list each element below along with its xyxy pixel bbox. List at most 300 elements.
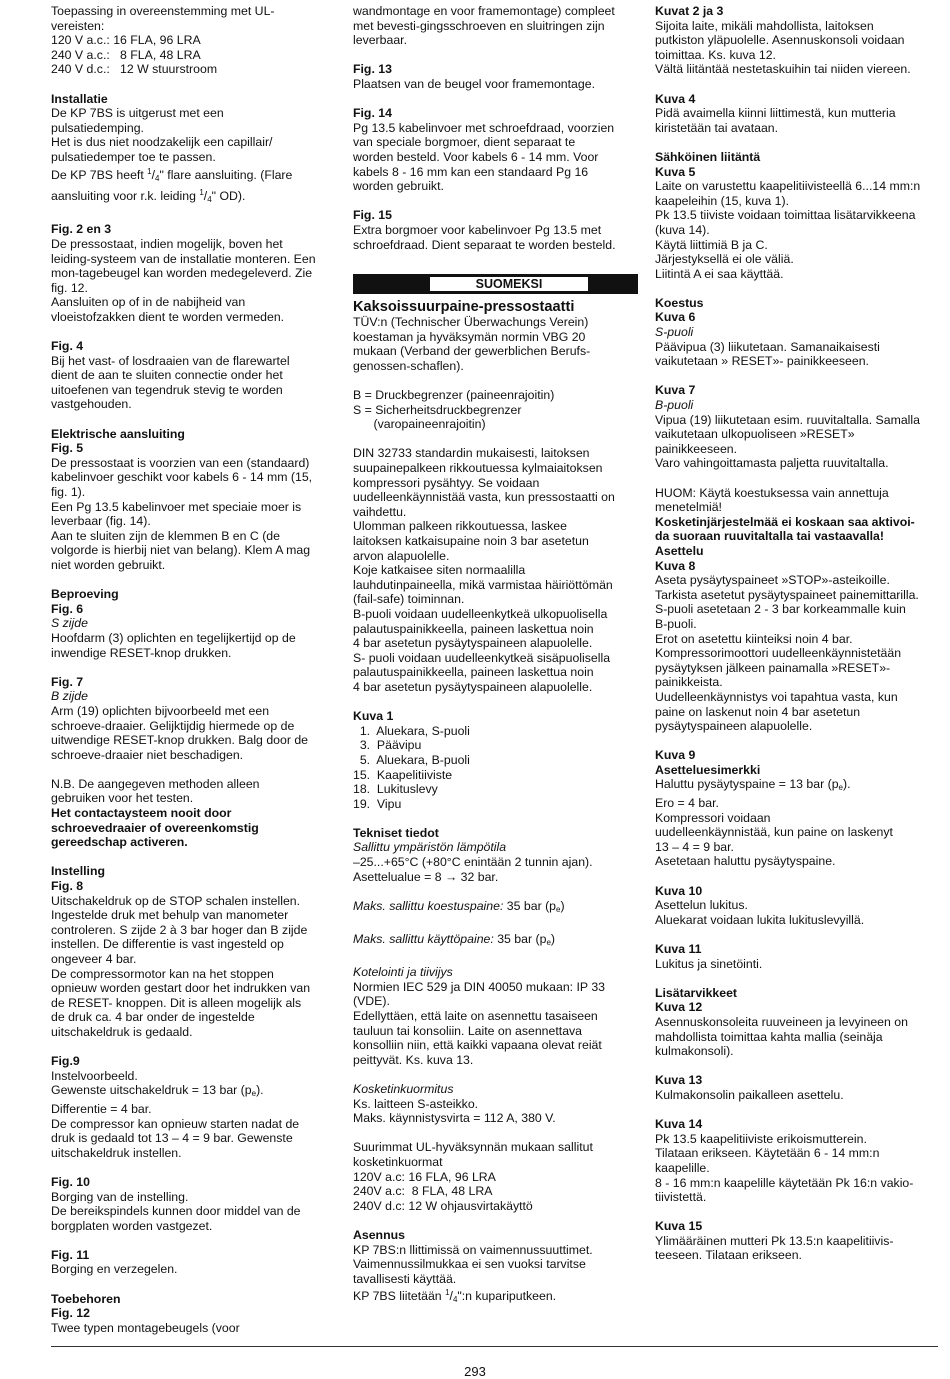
text-line: Tilataan erikseen. Käytetään 6 - 14 mm:n bbox=[655, 1146, 880, 1161]
text-line: Asettelun lukitus. bbox=[655, 898, 748, 913]
text-line: Kompressori voidaan bbox=[655, 810, 771, 825]
section-fig15 bbox=[353, 208, 638, 252]
section-kosketinkuormitus bbox=[353, 1082, 638, 1126]
section-heading: Kuva 11 bbox=[655, 942, 702, 956]
text-line: kompressori pysähtyy. Se voidaan bbox=[353, 475, 540, 490]
max-test-pressure: Maks. sallittu koestuspaine: 35 bar $(p_e)$ bbox=[353, 898, 565, 914]
text-line: Vaimennussilmukkaa ei sen vuoksi tarvitse bbox=[353, 1257, 586, 1272]
text-line: Pidä avaimella kiinni liittimestä, kun mutteria bbox=[655, 106, 896, 121]
section-heading: Kuva 13 bbox=[655, 1073, 703, 1088]
text-line: Kosketinjärjestelmää ei koskaan saa aktivoi- bbox=[655, 514, 915, 529]
section-heading: Tekniset tiedot bbox=[353, 825, 439, 840]
section-body bbox=[353, 855, 638, 884]
section-fig13 bbox=[353, 62, 638, 91]
text-line: pulsatiedemping. bbox=[51, 120, 144, 135]
text-line: Kompressorimoottori uudelleenkäynnistetään bbox=[655, 646, 902, 661]
text-line: Borging van de instelling. bbox=[51, 1189, 189, 1204]
note-warning bbox=[655, 515, 940, 573]
text-line: S-puoli asetetaan 2 - 3 bar korkeammalle kuin bbox=[655, 602, 906, 617]
text-line: Asettelu bbox=[655, 543, 704, 558]
section-subheading: Kuva 5 bbox=[655, 164, 696, 179]
section-body bbox=[655, 1234, 940, 1263]
text-line: Asennuskonsoleita ruuveineen ja levyineen on bbox=[655, 1014, 908, 1029]
section-heading: Fig.9 bbox=[51, 1054, 80, 1069]
section-subheading: Fig. 6 bbox=[51, 601, 84, 616]
language-label: SUOMEKSI bbox=[429, 276, 589, 292]
ul-requirements bbox=[51, 4, 331, 77]
text-line: HUOM: Käytä koestuksessa vain annettuja bbox=[655, 485, 889, 500]
section-body bbox=[51, 354, 331, 412]
text-line: 3. Päävipu bbox=[353, 738, 422, 753]
text-line: Normien IEC 529 ja DIN 40050 mukaan: IP 33 bbox=[353, 979, 605, 994]
text-line: pysäytyksen jälkeen painamalla »RESET»- bbox=[655, 660, 891, 675]
text-line: fig. 1). bbox=[51, 485, 86, 499]
section-fig9 bbox=[51, 1054, 331, 1160]
text-line: Sijoita laite, mikäli mahdollista, laitoksen bbox=[655, 18, 874, 33]
text-line: tiivistettä. bbox=[655, 1190, 707, 1205]
text-line: kaapelille. bbox=[655, 1160, 710, 1175]
section-instelling bbox=[51, 864, 331, 1039]
definitions bbox=[353, 388, 638, 432]
text-line: Hoofdarm (3) oplichten en tegelijkertijd op de bbox=[51, 630, 296, 645]
text-line: vaikutetaan ulkopuoliseen »RESET» bbox=[655, 427, 855, 442]
section-body bbox=[655, 1132, 940, 1205]
section-body bbox=[655, 179, 940, 281]
text-line: 240 V d.c.: 12 W stuurstroom bbox=[51, 62, 218, 77]
text-line: S- puoli voidaan uudelleenkytkeä sisäpuolisella bbox=[353, 650, 611, 665]
flare-line-1: De KP 7BS heeft $^1/_4$" flare aansluiting. (Flare bbox=[51, 166, 293, 183]
text-line: instellen. De differentie is vast ingesteld op bbox=[51, 937, 284, 952]
text-line: vaikutetaan » RESET»- painikkeeseen. bbox=[655, 354, 869, 369]
text-line: Pk 13.5 tiiviste voidaan toimittaa lisätarvikkeena bbox=[655, 208, 916, 223]
parts-list bbox=[353, 724, 638, 812]
note-body bbox=[655, 486, 940, 515]
max-working-pressure: Maks. sallittu käyttöpaine: 35 bar $(p_e)$ bbox=[353, 932, 555, 948]
text-line: B-puoli. bbox=[655, 616, 697, 631]
text-line: Suurimmat UL-hyväksynnän mukaan sallitut bbox=[353, 1140, 593, 1155]
text-line: Een Pg 13.5 kabelinvoer met speciaie moer is bbox=[51, 499, 302, 514]
footer-rule bbox=[51, 1346, 938, 1347]
text-line: tavallisesti käyttää. bbox=[353, 1271, 457, 1286]
section-subheading: Fig. 12 bbox=[51, 1306, 90, 1321]
section-huom-asettelu bbox=[655, 486, 940, 734]
text-line: Plaatsen van de beugel voor framemontage. bbox=[353, 76, 595, 91]
section-heading: Fig. 14 bbox=[353, 106, 392, 121]
text-line: pysäytyspaineen alapuolelle. bbox=[655, 719, 813, 734]
section-heading: Kuva 9 bbox=[655, 748, 696, 763]
text-line: volgorde is hierbij niet van belang). Klem A mag bbox=[51, 543, 311, 558]
section-installatie bbox=[51, 92, 331, 208]
text-line: De compressormotor kan na het stoppen bbox=[51, 966, 274, 981]
section-sublabel: Kosketinkuormitus bbox=[353, 1081, 454, 1096]
section-subheading: Kuva 6 bbox=[655, 310, 696, 325]
text-line: putkiston yläpuolelle. Asennuskonsoli voidaan bbox=[655, 33, 905, 48]
text-line: tauluun tai konsoliin. Laite on asennettava bbox=[353, 1023, 583, 1038]
section-kuva1 bbox=[353, 709, 638, 811]
text-line: Het contactaysteem nooit door bbox=[51, 806, 232, 821]
text-line: worden besteld. Voor kabels 6 - 14 mm. Voor bbox=[353, 149, 599, 164]
section-body bbox=[353, 121, 638, 194]
section-body bbox=[655, 340, 940, 369]
section-body bbox=[353, 223, 638, 252]
section-fig11 bbox=[51, 1248, 331, 1277]
section-heading: Fig. 7 bbox=[51, 674, 84, 689]
text-line: B = Druckbegrenzer (paineenrajoitin) bbox=[353, 388, 555, 403]
text-line: Liitintä A ei saa käyttää. bbox=[655, 266, 784, 281]
text-line: schroevedraaier of overeenkomstig bbox=[51, 820, 259, 835]
text-line: leverbaar. bbox=[353, 33, 408, 48]
text-line: Asetetaan haluttu pysäytyspaine. bbox=[655, 854, 836, 869]
section-body bbox=[51, 1190, 331, 1234]
section-sublabel: Kotelointi ja tiivijys bbox=[353, 965, 453, 980]
section-beproeving bbox=[51, 587, 331, 660]
text-line: schroefdraad. Dient separaat te worden besteld. bbox=[353, 237, 616, 252]
text-line: druk is gedaald tot 13 – 4 = 9 bar. Gewenste bbox=[51, 1131, 293, 1146]
column-finnish bbox=[655, 4, 940, 1263]
text-line: Järjestyksellä ei ole väliä. bbox=[655, 252, 794, 267]
page-number: 293 bbox=[464, 1364, 486, 1379]
text-line: 8 - 16 mm:n kaapelille käytetään Pk 16:n vakio- bbox=[655, 1175, 914, 1190]
text-line: Maks. käynnistysvirta = 112 A, 380 V. bbox=[353, 1111, 556, 1126]
text-line: da suoraan ruuvitaltalla tai vastaavalla! bbox=[655, 529, 884, 544]
text-line: S = Sicherheitsdruckbegrenzer bbox=[353, 402, 522, 417]
text-line: Päävipua (3) liikutetaan. Samanaikaisesti bbox=[655, 339, 880, 354]
text-line: uitschakeldruk instellen. bbox=[51, 1145, 182, 1160]
text-line: mon-tagebeugel kan worden medegeleverd. Zie bbox=[51, 266, 313, 281]
column-middle bbox=[353, 4, 638, 1308]
text-line: Käytä liittimiä B ja C. bbox=[655, 237, 768, 252]
text-line: lauhdutinpaineella, mikä varmistaa häiriöttömän bbox=[353, 577, 613, 592]
text-line: dient de aan te sluiten connectie onder het bbox=[51, 368, 283, 383]
text-line: painikkeeseen. bbox=[655, 441, 738, 456]
section-fig7 bbox=[51, 675, 331, 763]
text-line: Het is dus niet noodzakelijk een capillair/ bbox=[51, 135, 273, 150]
text-line: borgplaten worden vastgezet. bbox=[51, 1218, 213, 1233]
text-line: controleren. S zijde 2 à 3 bar hoger dan B zijde bbox=[51, 922, 308, 937]
section-side-label: B-puoli bbox=[655, 398, 694, 413]
section-kuva7 bbox=[655, 383, 940, 471]
section-heading: Kuva 4 bbox=[655, 91, 696, 106]
text-line: Aan te sluiten zijn de klemmen B en C (de bbox=[51, 528, 280, 543]
text-line: Twee typen montagebeugels (voor bbox=[51, 1320, 240, 1335]
text-line: de druk ca. 4 bar onder de ingestelde bbox=[51, 1010, 255, 1025]
text-line: uudelleenkäynnistää, kun paine on laskenyt bbox=[655, 825, 893, 840]
example-title: Instelvoorbeeld. bbox=[51, 1068, 138, 1083]
section-body bbox=[51, 1262, 331, 1277]
text-line: gebruiken voor het testen. bbox=[51, 791, 194, 806]
pipe-connection-line: KP 7BS liitetään $^1/_4":n$ kupariputkeen. bbox=[353, 1288, 557, 1305]
section-heading: Kuva 10 bbox=[655, 883, 703, 898]
text-line: (varopaineenrajoitin) bbox=[353, 417, 486, 432]
text-line: leverbaar (fig. 14). bbox=[51, 514, 151, 529]
section-heading: Fig. 2 en 3 bbox=[51, 222, 112, 237]
text-line: 120V a.c: 16 FLA, 96 LRA bbox=[353, 1169, 496, 1184]
text-line: Vältä liitäntää nestetaskuihin tai niiden viereen. bbox=[655, 62, 911, 77]
cutout-pressure-line: Gewenste uitschakeldruk = 13 bar $(p_e)$. bbox=[51, 1083, 264, 1099]
text-line: painikkeista. bbox=[655, 675, 723, 690]
section-kuva10 bbox=[655, 884, 940, 928]
column-dutch bbox=[51, 4, 331, 1335]
continued-text bbox=[353, 4, 638, 48]
text-line: DIN 32733 standardin mukaisesti, laitoksen bbox=[353, 446, 590, 461]
text-line: Ingestelde druk met behulp van manometer bbox=[51, 908, 289, 923]
note-warning bbox=[51, 806, 331, 850]
section-kuva14 bbox=[655, 1117, 940, 1205]
section-kuva9 bbox=[655, 748, 940, 869]
text-line: Uitschakeldruk op de STOP schalen instellen. bbox=[51, 893, 301, 908]
text-line: met bevesti-gingsschroeven en sluitringen zijn bbox=[353, 18, 605, 33]
text-line: Ks. laitteen S-asteikko. bbox=[353, 1096, 479, 1111]
section-body bbox=[655, 898, 940, 927]
section-heading: Kuvat 2 ja 3 bbox=[655, 4, 724, 18]
section-asennus bbox=[353, 1228, 638, 1308]
text-line: Vipua (19) liikutetaan esim. ruuvitaltalla. Samalla bbox=[655, 412, 920, 427]
section-heading: Kuva 1 bbox=[353, 709, 394, 724]
text-line: uitoefenen van tegendruk stevig te worden bbox=[51, 382, 283, 397]
text-line: toimittaa. Ks. kuva 12. bbox=[655, 47, 776, 62]
section-subheading: Kuva 12 bbox=[655, 1000, 703, 1015]
section-side-label: S-puoli bbox=[655, 325, 694, 340]
text-line: menetelmiä! bbox=[655, 500, 722, 515]
section-heading: Beproeving bbox=[51, 587, 119, 602]
text-line: Koje katkaisee siten normaalilla bbox=[353, 563, 526, 578]
text-line: schroeve-draaier niet beschadigen. bbox=[51, 747, 244, 762]
section-heading: Kuva 14 bbox=[655, 1117, 703, 1132]
section-finnish-intro bbox=[353, 300, 638, 373]
text-line: Pk 13.5 kaapelitiiviste erikoismutterein. bbox=[655, 1131, 867, 1146]
section-heading: Instelling bbox=[51, 864, 105, 879]
section-fig2-3 bbox=[51, 222, 331, 324]
text-line: vloeistofzakken dient te worden vermeden. bbox=[51, 309, 285, 324]
section-body bbox=[655, 413, 940, 471]
text-line: inwendige RESET-knop drukken. bbox=[51, 645, 232, 660]
section-kotelointi bbox=[353, 965, 638, 1067]
text-line: 15. Kaapelitiiviste bbox=[353, 767, 453, 782]
text-line: Aansluiten op of in de nabijheid van bbox=[51, 295, 246, 310]
text-line: –25...+65°C (+80°C enintään 2 tunnin ajan). bbox=[353, 855, 593, 870]
text-line: mahdollista toimittaa kahta mallia (seinäja bbox=[655, 1029, 883, 1044]
text-line: Bij het vast- of losdraaien van de flarewartel bbox=[51, 353, 290, 368]
text-line: kabels 8 - 16 mm kan een standaard Pg 16 bbox=[353, 164, 589, 179]
text-line: mukaan (Verband der gewerblichen Berufs- bbox=[353, 344, 591, 359]
section-heading: Sähköinen liitäntä bbox=[655, 149, 761, 164]
text-line: Differentie = 4 bar. bbox=[51, 1101, 152, 1116]
text-line: De KP 7BS is uitgerust met een bbox=[51, 106, 224, 121]
section-body bbox=[51, 704, 331, 762]
text-line: Tarkista asetetut pysäytyspaineet painemittarilla. bbox=[655, 587, 919, 602]
section-body bbox=[655, 1015, 940, 1059]
text-line: fig. 12. bbox=[51, 280, 88, 295]
text-line: (VDE). bbox=[353, 994, 390, 1009]
text-line: B-puoli voidaan uudelleenkytkeä ulkopuolisella bbox=[353, 606, 608, 621]
text-line: Kuva 8 bbox=[655, 558, 696, 573]
section-body bbox=[655, 957, 940, 972]
text-line: Lukitus ja sinetöinti. bbox=[655, 956, 763, 971]
section-subheading: Fig. 8 bbox=[51, 879, 84, 894]
cutout-pressure-line: Haluttu pysäytyspaine = 13 bar $(p_e)$. bbox=[655, 777, 851, 793]
text-line: teeseen. Tilataan erikseen. bbox=[655, 1248, 802, 1263]
text-line: 240V a.c: 8 FLA, 48 LRA bbox=[353, 1184, 493, 1199]
text-line: Ero = 4 bar. bbox=[655, 796, 719, 811]
text-line: Aluekarat voidaan lukita lukituslevyillä. bbox=[655, 912, 865, 927]
text-line: vereisten: bbox=[51, 18, 105, 33]
text-line: uitschakeldruk is gedaald. bbox=[51, 1024, 193, 1039]
section-body bbox=[353, 1097, 638, 1126]
text-line: uitwendige RESET-knop drukken. Balg door de bbox=[51, 733, 309, 748]
text-line: Asettelualue = 8 → 32 bar. bbox=[353, 869, 499, 884]
flare-line-2: aansluiting voor r.k. leiding $^1/_4$" OD). bbox=[51, 188, 246, 205]
section-heading: Fig. 4 bbox=[51, 339, 84, 354]
text-line: Laite on varustettu kaapelitiivisteellä 6...14 mm:n bbox=[655, 179, 921, 194]
section-kuvat2-3 bbox=[655, 4, 940, 77]
text-line: Toepassing in overeenstemming met UL- bbox=[51, 4, 275, 18]
text-line: genossen-schaflen). bbox=[353, 358, 464, 373]
section-heading: Toebehoren bbox=[51, 1291, 121, 1306]
section-body bbox=[655, 106, 940, 135]
section-elektrische-aansluiting bbox=[51, 427, 331, 573]
text-line: Extra borgmoer voor kabelinvoer Pg 13.5 met bbox=[353, 222, 602, 237]
section-kuva13 bbox=[655, 1073, 940, 1102]
text-line: palautuspainikkeella, paineen laskettua noin bbox=[353, 621, 594, 636]
section-heading: Asennus bbox=[353, 1227, 405, 1242]
section-heading: Elektrische aansluiting bbox=[51, 426, 185, 441]
text-line: wandmontage en voor framemontage) compleet bbox=[353, 4, 615, 18]
section-body bbox=[353, 980, 638, 1068]
text-line: De compressor kan opnieuw starten nadat de bbox=[51, 1116, 300, 1131]
text-line: (fail-safe) toiminnan. bbox=[353, 592, 465, 607]
text-line: Varo vahingoittamasta paljetta ruuvitaltalla. bbox=[655, 456, 889, 471]
text-line: Ulomman palkeen rikkoutuessa, laskee bbox=[353, 519, 567, 534]
section-subheading: Asetteluesimerkki bbox=[655, 762, 761, 777]
text-line: Kulmakonsolin paikalleen asettelu. bbox=[655, 1087, 844, 1102]
section-heading: Fig. 13 bbox=[353, 62, 392, 77]
text-line: 18. Lukituslevy bbox=[353, 782, 438, 797]
section-toebehoren bbox=[51, 1292, 331, 1336]
text-line: Arm (19) oplichten bijvoorbeeld met een bbox=[51, 703, 270, 718]
text-line: Uudelleenkäynnistys voi tapahtua vasta, kun bbox=[655, 689, 898, 704]
text-line: konsolliin niin, että kaikki vapaana olevat reiät bbox=[353, 1038, 602, 1053]
text-line: De bereikspindels kunnen door middel van de bbox=[51, 1204, 301, 1219]
text-line: TÜV:n (Technischer Überwachungs Verein) bbox=[353, 315, 589, 330]
section-body bbox=[51, 1102, 331, 1160]
text-line: ongeveer 4 bar. bbox=[51, 952, 137, 966]
section-heading: Lisätarvikkeet bbox=[655, 985, 738, 1000]
text-line: kosketinkuormat bbox=[353, 1154, 443, 1169]
section-body bbox=[353, 77, 638, 92]
text-line: koestaman ja hyväksymän normin VBG 20 bbox=[353, 329, 586, 344]
text-line: vastgehouden. bbox=[51, 397, 132, 412]
text-line: paine on laskenut noin 4 bar asetetun bbox=[655, 704, 861, 719]
text-line: 240 V a.c.: 8 FLA, 48 LRA bbox=[51, 47, 201, 62]
text-line: worden gebruikt. bbox=[353, 179, 444, 194]
text-line: leiding-systeem van de installatie monteren. Een bbox=[51, 251, 316, 266]
section-body bbox=[655, 573, 940, 734]
text-line: 4 bar asetetun pysäytyspaineen alapuolelle. bbox=[353, 636, 593, 651]
section-tekniset-tiedot bbox=[353, 826, 638, 884]
section-heading: Koestus bbox=[655, 295, 704, 310]
text-line: peittyvät. Ks. kuva 13. bbox=[353, 1052, 474, 1067]
section-side-label: B zijde bbox=[51, 689, 88, 704]
text-line: uudelleenkäynnistää vasta, kun pressostaatti on bbox=[353, 490, 615, 505]
text-line: De pressostaat, indien mogelijk, boven het bbox=[51, 236, 283, 251]
text-line: niet worden gebruikt. bbox=[51, 557, 166, 572]
text-line: Aseta pysäytyspaineet »STOP»-asteikoille. bbox=[655, 573, 890, 588]
text-line: kulmakonsoli). bbox=[655, 1044, 734, 1059]
text-line: Edellyttäen, että laite on asennettu tasaiseen bbox=[353, 1009, 598, 1023]
section-body bbox=[51, 894, 331, 1040]
note-body bbox=[51, 777, 331, 806]
text-line: palautuspainikkeella, paineen laskettua noin bbox=[353, 665, 594, 680]
section-heading: Kuva 15 bbox=[655, 1219, 703, 1234]
section-sahkoinen-liitanta bbox=[655, 150, 940, 281]
text-line: KP 7BS:n llittimissä on vaimennussuuttimet. bbox=[353, 1242, 593, 1257]
section-body bbox=[51, 106, 331, 164]
section-body bbox=[51, 1321, 331, 1336]
text-line: opnieuw worden gestart door het indrukken van bbox=[51, 981, 311, 996]
text-line: N.B. De aangegeven methoden alleen bbox=[51, 776, 260, 791]
text-line: De pressostaat is voorzien van een (standaard) bbox=[51, 455, 310, 470]
text-line: van speciale borgmoer, dient separaat te bbox=[353, 135, 576, 150]
text-line: suupainepalkeen rikkoutuessa kylmaiaitoksen bbox=[353, 461, 603, 476]
text-line: 240V d.c: 12 W ohjausvirtakäyttö bbox=[353, 1198, 533, 1213]
text-line: 19. Vipu bbox=[353, 796, 402, 811]
section-body bbox=[655, 19, 940, 77]
section-nb-note bbox=[51, 777, 331, 850]
section-fig10 bbox=[51, 1175, 331, 1233]
section-body bbox=[353, 315, 638, 373]
section-body bbox=[51, 631, 331, 660]
section-sublabel: Sallittu ympäristön lämpötila bbox=[353, 840, 507, 855]
section-kuva11 bbox=[655, 942, 940, 971]
section-kuva15 bbox=[655, 1219, 940, 1263]
section-heading: Installatie bbox=[51, 91, 108, 106]
section-lisatarvikkeet bbox=[655, 986, 940, 1059]
text-line: Ylimääräinen mutteri Pk 13.5:n kaapelitiivis- bbox=[655, 1233, 894, 1248]
text-line: vaihdettu. bbox=[353, 504, 407, 519]
section-kuva4 bbox=[655, 92, 940, 136]
section-din-text bbox=[353, 446, 638, 694]
section-subheading: Fig. 5 bbox=[51, 441, 84, 456]
section-body bbox=[655, 796, 940, 869]
section-body bbox=[655, 1088, 940, 1103]
text-line: arvon alapuolelle. bbox=[353, 548, 450, 563]
text-line: 13 – 4 = 9 bar. bbox=[655, 839, 734, 854]
section-koestus bbox=[655, 296, 940, 369]
ul-contact-loads bbox=[353, 1140, 638, 1213]
language-banner bbox=[353, 274, 638, 294]
section-heading: Fig. 10 bbox=[51, 1174, 90, 1189]
text-line: Pg 13.5 kabelinvoer met schroefdraad, voorzien bbox=[353, 120, 615, 135]
section-body bbox=[353, 1243, 638, 1287]
text-line: 120 V a.c.: 16 FLA, 96 LRA bbox=[51, 33, 201, 48]
text-line: (kuva 14). bbox=[655, 222, 710, 237]
text-line: Borging en verzegelen. bbox=[51, 1262, 178, 1277]
text-line: 4 bar asetetun pysäytyspaineen alapuolelle. bbox=[353, 679, 593, 694]
section-body bbox=[51, 237, 331, 325]
section-body bbox=[51, 456, 331, 573]
text-line: kiristetään tai avataan. bbox=[655, 120, 779, 135]
text-line: kaapeleihin (15, kuva 1). bbox=[655, 193, 789, 208]
text-line: pulsatiedemper toe te passen. bbox=[51, 149, 216, 164]
section-heading: Kuva 7 bbox=[655, 383, 696, 398]
text-line: de RESET- knoppen. Dit is alleen mogelijk als bbox=[51, 995, 302, 1010]
text-line: laitoksen katkaisupaine noin 3 bar asetetun bbox=[353, 534, 589, 548]
text-line: Erot on asetettu kiinteiksi noin 4 bar. bbox=[655, 631, 853, 646]
text-line: gereedschap activeren. bbox=[51, 835, 188, 850]
text-line: schroeve-draaier. Gelijktijdig hiermede op de bbox=[51, 718, 295, 733]
section-side-label: S zijde bbox=[51, 616, 88, 631]
text-line: kabelinvoer geschikt voor kabels 6 - 14 mm (15, bbox=[51, 470, 313, 485]
